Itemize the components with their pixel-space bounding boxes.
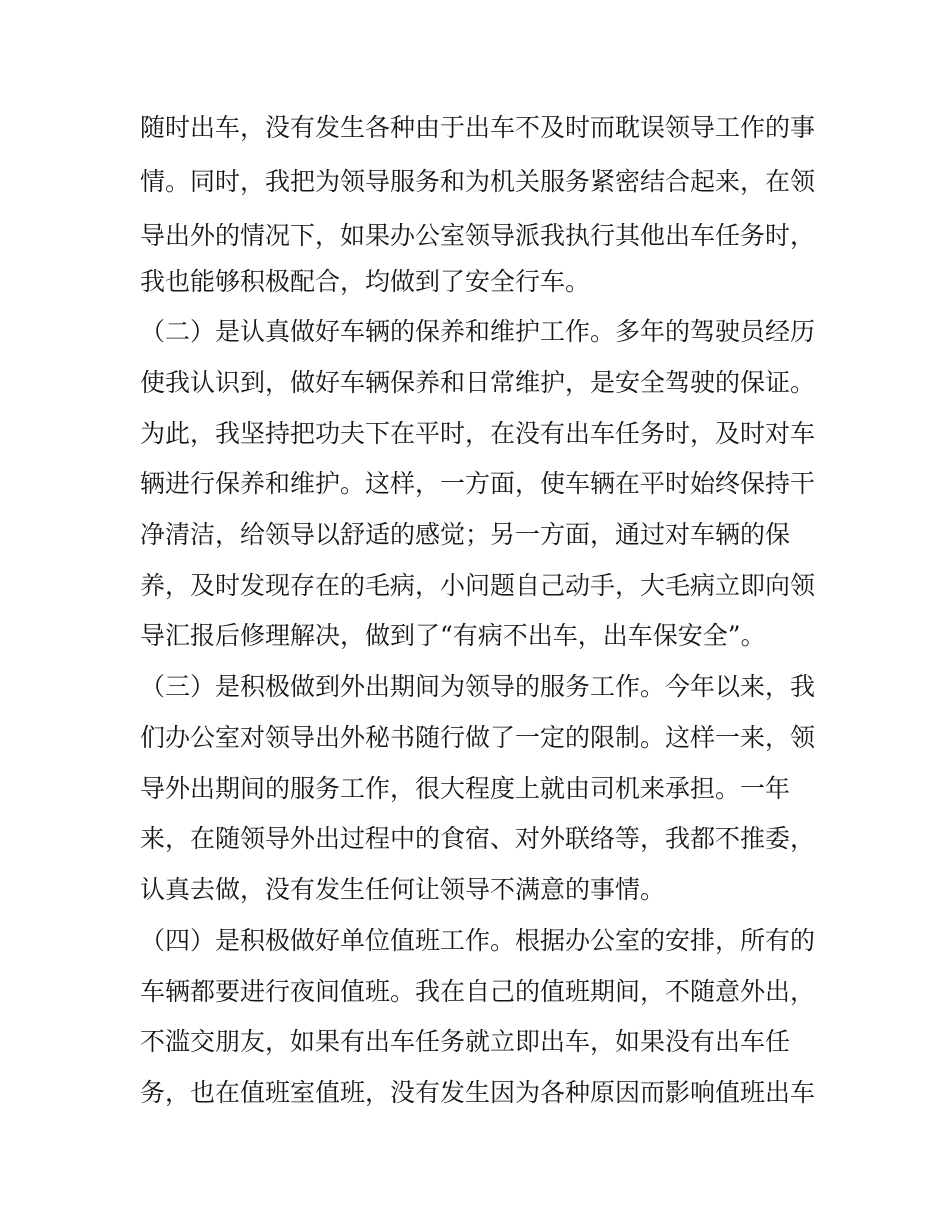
text-line: 们办公室对领导出外秘书随行做了一定的限制。这样一来，领: [140, 723, 816, 752]
text-line: 导出外的情况下，如果办公室领导派我执行其他出车任务时，: [140, 221, 816, 250]
text-line: 我也能够积极配合，均做到了安全行车。: [140, 267, 591, 296]
text-line: 认真去做，没有发生任何让领导不满意的事情。: [140, 875, 666, 904]
text-line: 务，也在值班室值班，没有发生因为各种原因而影响值班出车: [140, 1078, 816, 1107]
text-line: 不滥交朋友，如果有出车任务就立即出车，如果没有出车任: [140, 1027, 791, 1056]
text-line: （二）是认真做好车辆的保养和维护工作。多年的驾驶员经历: [140, 317, 816, 346]
text-line: 导外出期间的服务工作，很大程度上就由司机来承担。一年: [140, 774, 791, 803]
text-line: 导汇报后修理解决，做到了“有病不出车，出车保安全”。: [140, 621, 766, 650]
text-line: 为此，我坚持把功夫下在平时，在没有出车任务时，及时对车: [140, 419, 816, 448]
text-line: （三）是积极做到外出期间为领导的服务工作。今年以来，我: [140, 672, 816, 701]
text-line: 随时出车，没有发生各种由于出车不及时而耽误领导工作的事: [140, 113, 816, 142]
text-line: 情。同时，我把为领导服务和为机关服务紧密结合起来，在领: [140, 167, 816, 196]
text-line: 使我认识到，做好车辆保养和日常维护，是安全驾驶的保证。: [140, 368, 816, 397]
text-line: 养，及时发现存在的毛病，小问题自己动手，大毛病立即向领: [140, 571, 816, 600]
text-line: 净清洁，给领导以舒适的感觉；另一方面，通过对车辆的保: [140, 520, 791, 549]
text-line: 辆进行保养和维护。这样，一方面，使车辆在平时始终保持干: [140, 469, 816, 498]
text-line: 车辆都要进行夜间值班。我在自己的值班期间，不随意外出，: [140, 977, 816, 1006]
text-line: 来，在随领导外出过程中的食宿、对外联络等，我都不推委，: [140, 824, 816, 853]
text-line: （四）是积极做好单位值班工作。根据办公室的安排，所有的: [140, 926, 816, 955]
